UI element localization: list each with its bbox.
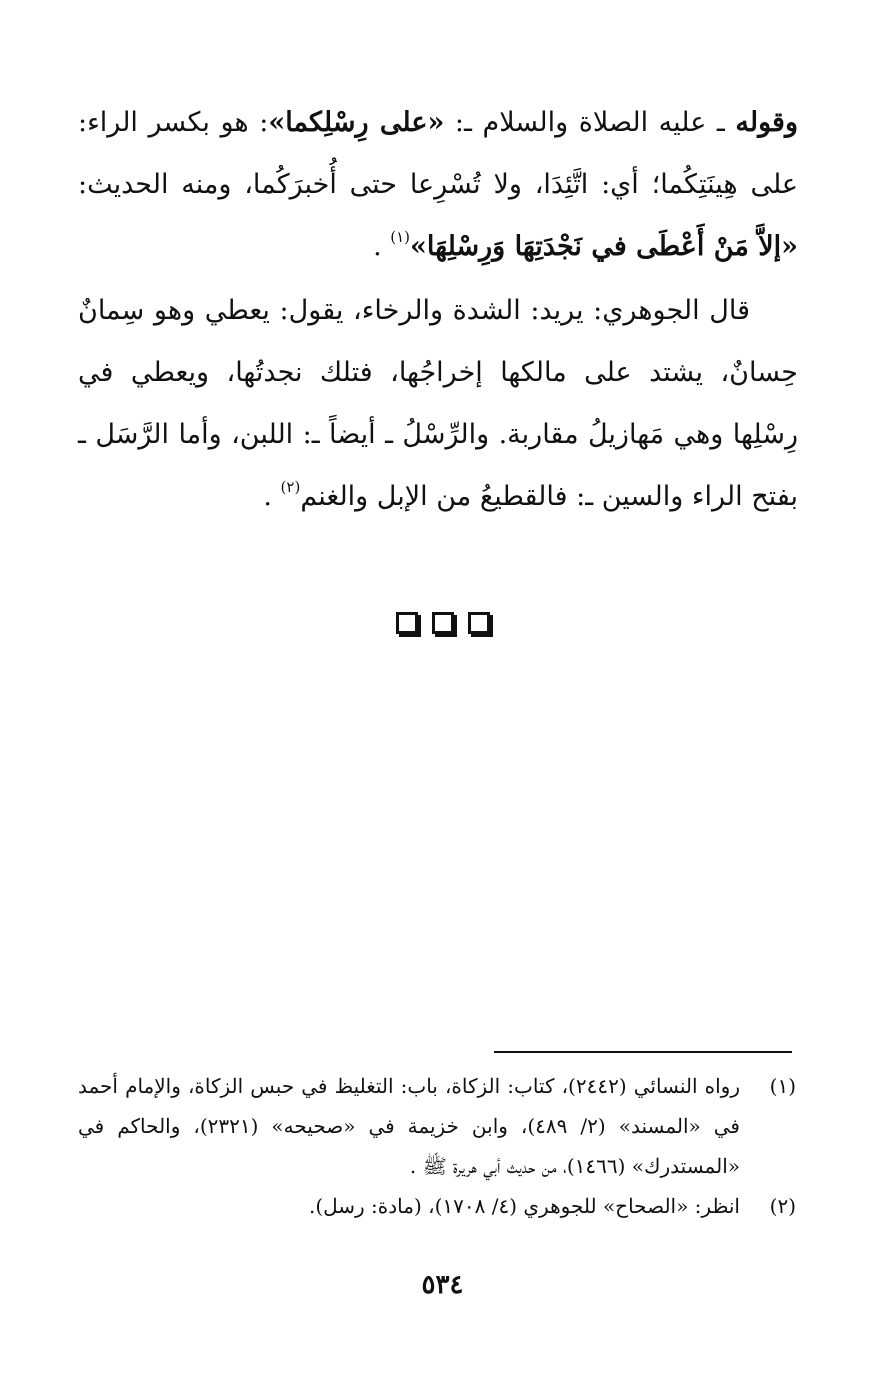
- footnote-text: انظر: «الصحاح» للجوهري (٤/ ١٧٠٨)، (مادة: رسل).: [308, 1194, 740, 1218]
- footnote-1: [78, 1066, 796, 1186]
- paragraph-2-text: قال الجوهري: يريد: الشدة والرخاء، يقول: يعطي وهو سِمانٌ حِسانٌ، يشتد على مالكها إخراجُها، فتلك نجدتُها، ويعطي في رِسْلِها وهي مَهازيلُ مقاربة. والرِّسْلُ ـ أيضاً ـ: اللبن، وأما الرَّسَل ـ بفتح الراء والسين ـ: فالقطيعُ من الإبل والغنم: [78, 295, 798, 512]
- paragraph-2-end: .: [263, 481, 281, 512]
- square-ornament-icon: [396, 612, 418, 634]
- main-text: [78, 92, 798, 528]
- paragraph-1: [78, 92, 798, 278]
- paragraph-1-end: .: [373, 231, 391, 262]
- footnote-number: (١): [769, 1074, 796, 1098]
- hadith-quote: «إلاَّ مَنْ أَعْطَى في نَجْدَتِهَا وَرِسْلِهَا»: [410, 231, 798, 262]
- footnote-text: رواه النسائي (٢٤٤٢)، كتاب: الزكاة، باب: التغليظ في حبس الزكاة، والإمام أحمد في «المسند» (٢/ ٤٨٩)، وابن خزيمة في «صحيحه» (٢٣٢١)، والحاكم في «المستدرك» (١٤٦٦)، من حديث أبي هريرة ﷺ .: [78, 1074, 740, 1178]
- footnote-divider: [494, 1051, 792, 1053]
- paragraph-1-lead: وقوله: [735, 107, 798, 138]
- page-number: ٥٣٤: [421, 1270, 464, 1300]
- paragraph-1-text-a: ـ عليه الصلاة والسلام ـ:: [444, 107, 736, 138]
- footnote-ref-2[interactable]: (٢): [280, 478, 301, 496]
- square-ornament-icon: [432, 612, 454, 634]
- footnote-number: (٢): [769, 1194, 796, 1218]
- paragraph-1-quote: «على رِسْلِكما»: [268, 107, 445, 138]
- square-ornament-icon: [468, 612, 490, 634]
- paragraph-1-text-b: : هو بكسر الراء: على هِينَتِكُما؛ أي: اتَّئِدَا، ولا تُسْرِعا حتى أُخبرَكُما، ومنه الحديث:: [78, 107, 798, 200]
- section-separator-icon: [0, 612, 885, 634]
- footnotes: [78, 1066, 796, 1226]
- paragraph-2: [78, 280, 798, 528]
- footnote-2: [78, 1186, 796, 1226]
- footnote-ref-1[interactable]: (١): [390, 228, 411, 246]
